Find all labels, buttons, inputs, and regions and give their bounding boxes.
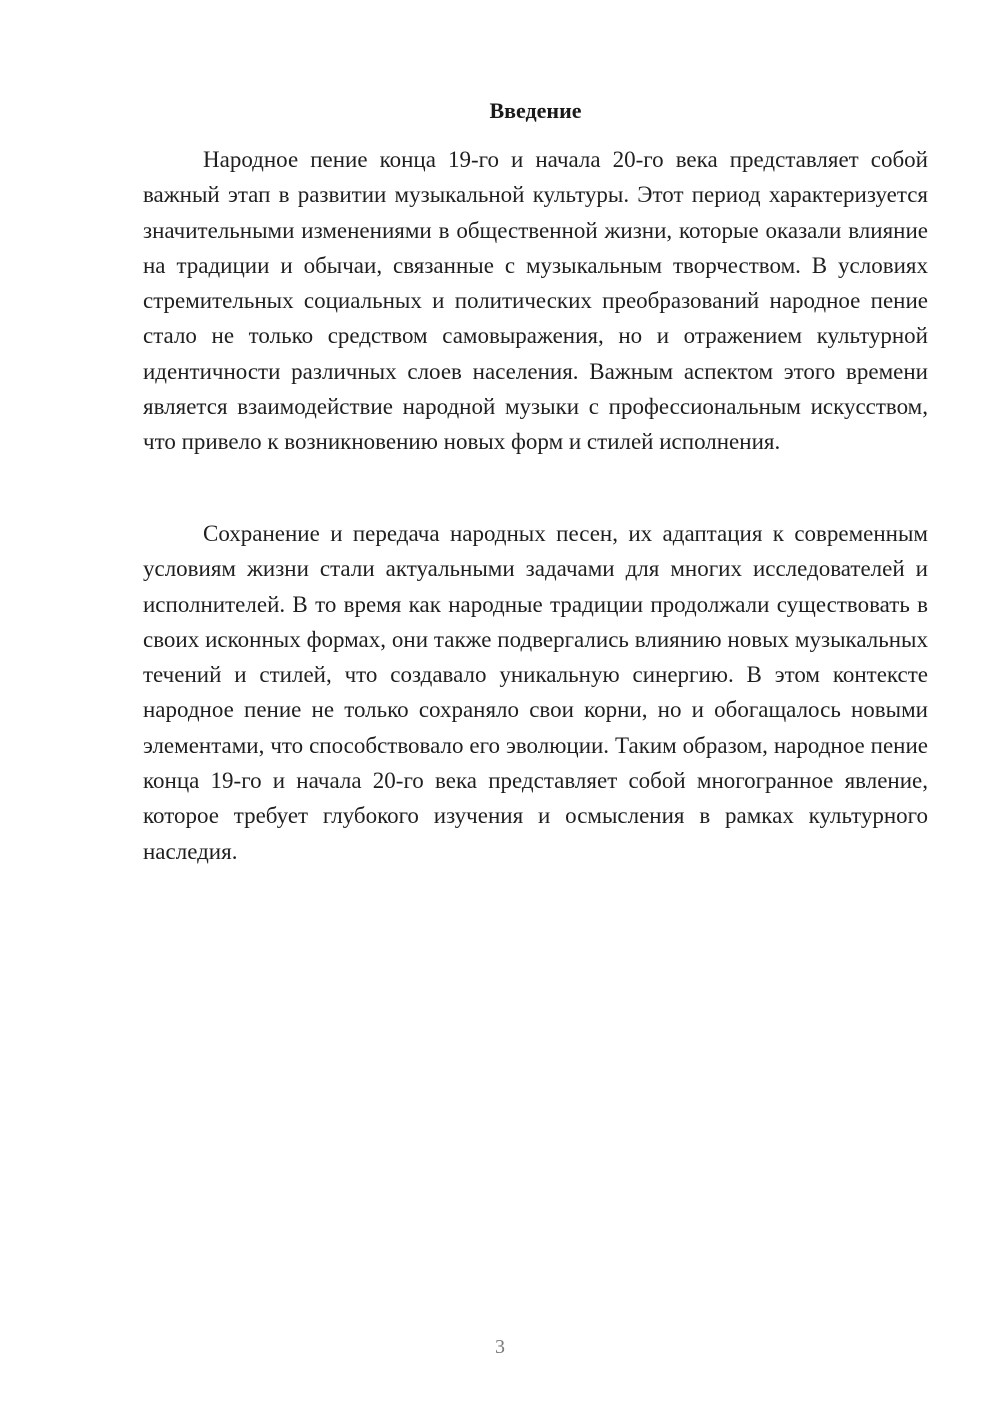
section-heading: Введение	[489, 98, 582, 123]
paragraph-1: Народное пение конца 19-го и начала 20-го века представляет собой важный этап в развитии музыкальной культуры. Этот период характеризуется значительными изменениями в общественной жизни, которые оказали влияние на традиции и обычаи, связанные с музыкальным творчеством. В условиях стремительных социальных и политических преобразований народное пение стало не только средством самовыражения, но и отражением культурной идентичности различных слоев населения. Важным аспектом этого времени является взаимодействие народной музыки с профессиональным искусством, что привело к возникновению новых форм и стилей исполнения.	[143, 147, 928, 455]
page-number: 3	[495, 1336, 505, 1358]
paragraph-2: Сохранение и передача народных песен, их адаптация к современным условиям жизни стали актуальными задачами для многих исследователей и исполнителей. В то время как народные традиции продолжали существовать в своих исконных формах, они также подвергались влиянию новых музыкальных течений и стилей, что создавало уникальную синергию. В этом контексте народное пение не только сохраняло свои корни, но и обогащалось новыми элементами, что способствовало его эволюции. Таким образом, народное пение конца 19-го и начала 20-го века представляет собой многогранное явление, которое требует глубокого изучения и осмысления в рамках культурного наследия.	[143, 521, 928, 864]
